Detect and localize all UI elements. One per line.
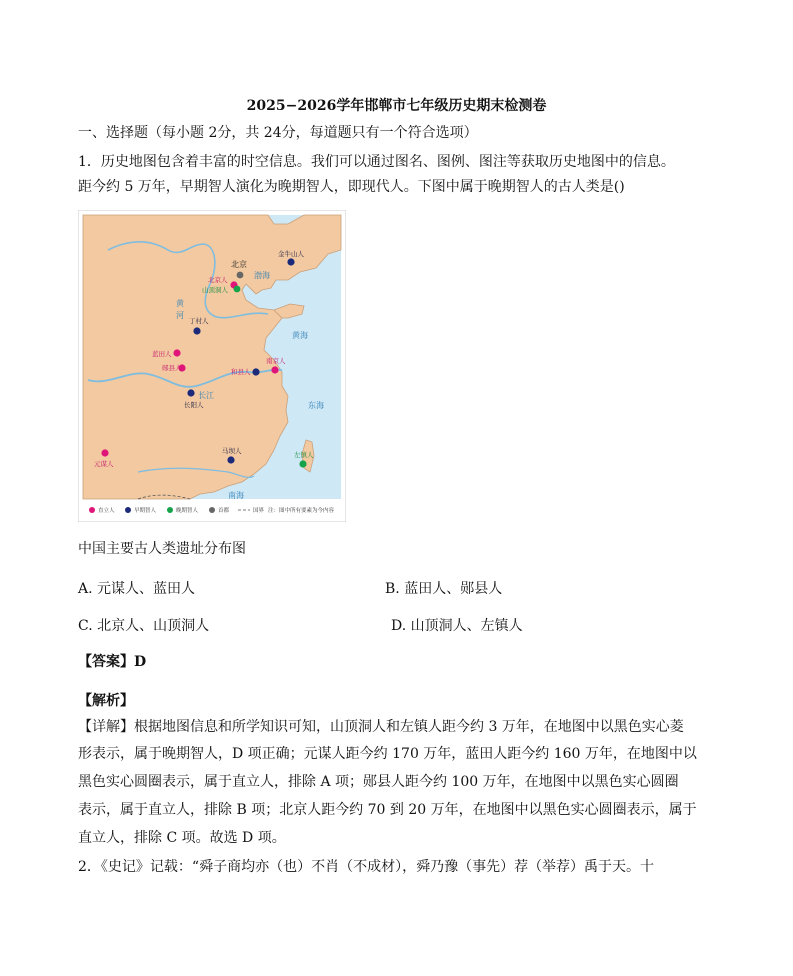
legend-early-sapiens: 早期智人 [134,508,157,514]
hexian-label: 和县人 [231,369,251,376]
question-1-text-line-2: 距今约 5 万年，早期智人演化为晚期智人，即现代人。下图中属于晚期智人的古人类是() [78,179,625,195]
map-legend [83,500,341,518]
beijing-label: 北京 [231,260,247,269]
lantian-marker [173,349,180,356]
jinniushan-label: 金牛山人 [278,251,304,258]
maba-label: 马坝人 [222,448,242,455]
nanjing-marker [271,366,278,373]
beijingren-label: 北京人 [208,277,228,284]
legend-late-sapiens-icon [167,507,173,513]
section-heading: 一、选择题（每小题 2分，共 24分，每道题只有一个符合选项） [78,125,478,141]
shandingdong-marker [234,286,241,293]
map-caption: 中国主要古人类遗址分布图 [78,541,246,557]
legend-homo-erectus-icon [89,507,95,513]
legend-homo-erectus: 直立人 [98,508,115,514]
question-2-text-line-1: 2．《史记》记载：“舜子商均亦（也）不肖（不成材），舜乃豫（事先）荐（举荐）禹于天。十 [78,859,655,875]
hexian-marker [252,368,259,375]
legend-note: 注：图中所有要素为今内容 [268,508,335,514]
jinniushan-marker [287,258,294,265]
beijing-capital-marker [237,272,244,279]
ancient-human-sites-map [78,210,346,522]
dingcun-label: 丁村人 [189,318,209,325]
maba-marker [227,456,234,463]
option-b: B. 蓝田人、郧县人 [385,581,503,597]
donghai-label: 东海 [308,401,324,410]
bohai-label: 渤海 [254,271,270,280]
nanhai-label: 南海 [228,491,244,500]
question-1-text-line-1: 1．历史地图包含着丰富的时空信息。我们可以通过图名、图例、图注等获取历史地图中的信息。 [78,154,675,170]
analysis-line-2: 形表示，属于晚期智人，D 项正确；元谋人距今约 170 万年，蓝田人距今约 160 万年，在地图中以 [78,746,697,762]
analysis-line-1: 【详解】根据地图信息和所学知识可知，山顶洞人和左镇人距今约 3 万年，在地图中以黑色实心菱 [78,719,684,735]
yangtze-label: 长江 [198,391,214,400]
changyang-marker [187,389,194,396]
yunxian-label: 郧县人 [162,365,182,372]
legend-border: 国界 [253,508,265,514]
analysis-line-3: 黑色实心圆圈表示，属于直立人，排除 A 项；郧县人距今约 100 万年，在地图中以黑色实心圆圈 [78,774,679,790]
option-d: D. 山顶洞人、左镇人 [391,618,523,634]
legend-capital-icon [209,507,215,513]
analysis-heading: 【解析】 [78,693,134,709]
zuozhen-marker [299,460,306,467]
answer: 【答案】D [78,654,147,670]
changyang-label: 长阳人 [184,402,204,409]
yellow-river-label-2: 河 [176,311,184,320]
analysis-line-4: 表示，属于直立人，排除 B 项；北京人距今约 70 到 20 万年，在地图中以黑色实心圆圈表示，属于 [78,802,697,818]
exam-title: 2025−2026学年邯郸市七年级历史期末检测卷 [246,98,547,114]
yellow-river-label-1: 黄 [176,299,184,308]
analysis-line-5: 直立人，排除 C 项。故选 D 项。 [78,830,286,846]
lantian-label: 蓝田人 [152,351,172,358]
shandingdong-label: 山顶洞人 [202,287,228,294]
yuanmou-label: 元谋人 [94,461,114,468]
legend-late-sapiens: 晚期智人 [176,508,199,514]
option-a: A. 元谋人、蓝田人 [78,581,196,597]
yuanmou-marker [101,449,108,456]
dingcun-marker [193,327,200,334]
option-c: C. 北京人、山顶洞人 [78,618,210,634]
zuozhen-label: 左镇人 [294,452,314,459]
nanjing-label: 南京人 [266,358,286,365]
legend-capital: 首都 [218,508,230,514]
huanghai-label: 黄海 [292,331,308,340]
legend-early-sapiens-icon [125,507,131,513]
